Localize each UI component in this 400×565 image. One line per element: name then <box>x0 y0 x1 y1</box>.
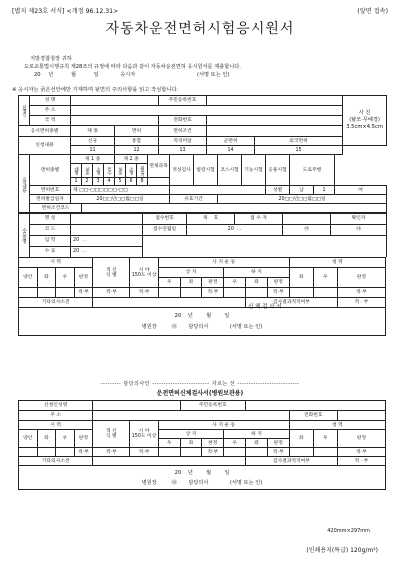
complete-field[interactable]: 20 . . <box>71 246 143 257</box>
photo-box[interactable]: 사 진 (탈모·무배경) 3.5cm×4.5cm <box>343 96 387 146</box>
address-label: 주 소 <box>30 106 71 116</box>
exam-no-label: 접수번호 <box>143 213 187 224</box>
form-number: [별지 제23호 서식] <개정 96.12.31> <box>12 8 119 15</box>
eyes-result[interactable]: 적·부 <box>74 288 93 298</box>
gender-male[interactable]: 남 <box>290 186 314 195</box>
enroll-field[interactable]: 20 . . <box>71 235 143 246</box>
form-header <box>12 6 388 16</box>
class2-small[interactable]: 소형 <box>126 164 137 178</box>
exam-date-field[interactable]: 20 . . <box>187 224 283 235</box>
color-result[interactable]: 적·부 <box>93 288 130 298</box>
field-header: 시 야 150도 이상 <box>130 258 158 288</box>
col-law[interactable]: 법령시험 <box>194 155 218 186</box>
class1-header: 제 1 종 <box>71 155 115 164</box>
applicant-sign[interactable]: (서명 또는 인) <box>196 72 230 78</box>
rrn-label: 주민등록번호 <box>159 96 207 106</box>
applicant-label: 응시자 <box>120 72 136 78</box>
nationality-label: 국 적 <box>30 116 71 126</box>
cut-line: --------- 담당의사인 ------------------------- 자르는 선 --------------------------- <box>100 381 300 387</box>
date-line: 20 년 월 일 응시자 (서명 또는 인) <box>34 72 230 78</box>
license-id-field[interactable]: 제 □□-□□□□□□-□□ <box>71 186 170 195</box>
school-code-field[interactable] <box>71 224 143 235</box>
exam-group-label: 응시내용 <box>19 155 30 213</box>
copy-phone-label: 전화번호 <box>289 411 337 421</box>
license-type-label: 응시면허종별 <box>19 126 71 137</box>
doctor-sign-block: 20 년 월 일 병원장 ㊞ 담당의사 (서명 또는 인) <box>19 308 386 336</box>
exam-date-label: 접수연월일 <box>143 224 187 235</box>
class2-moped[interactable]: 원동기 <box>137 164 148 178</box>
enroll-label: 입 학 <box>30 235 71 246</box>
side-note: (앞면 접속) <box>357 8 388 15</box>
apply-item-military[interactable]: 군면허 <box>207 137 255 146</box>
misc-field[interactable] <box>93 298 246 308</box>
copy-rrn-field[interactable] <box>246 401 386 411</box>
school-name-label: 명 칭 <box>30 213 71 224</box>
statement: 도로교통법시행규칙 제28조의 규정에 따라 다음과 같이 자동차운전면허 응시원서를 제출합니다. <box>24 64 241 70</box>
color-header: 색 신 식 별 <box>93 258 130 288</box>
hospital-copy-title: 운전면허신체검사서(병원보관용) <box>156 390 244 397</box>
intro-block <box>24 55 376 79</box>
school-name-field[interactable] <box>71 213 143 224</box>
gender-label: 성별 <box>266 186 290 195</box>
receiver-label: 접 수 자 <box>235 213 283 224</box>
class2-header: 제 2 종 <box>115 155 148 164</box>
stamp-a[interactable]: ㉮ <box>283 224 331 235</box>
doctor-sign[interactable]: (서명 또는 인) <box>229 323 263 330</box>
col-course[interactable]: 코스시험 <box>218 155 242 186</box>
col-fitness[interactable]: 적성검사 <box>170 155 194 186</box>
apply-content-label: 신청내용 <box>19 137 71 155</box>
class1-normal[interactable]: 보통 <box>82 164 93 178</box>
exempt-label: 면제과목 <box>148 155 170 178</box>
copy-name-label: 신청인성명 <box>19 401 93 411</box>
school-group-label: 수료증명 <box>19 213 30 257</box>
fitness-title: 신 체 검 사 서 <box>248 304 282 310</box>
hospital-copy-table: 신청인성명 주민등록번호 주 소 전화번호 시 력 색 신 식 별 시 야 150도 이상 사 지 운 동 청 력 양안 좌 우 판정 상 지 하 지 좌 우 판정 우 좌 판정 우 좌 판정 적·부 적·부 적·부 적·부 적·부 적·부 기타의사소견 검사결과적격여부 적 · 부 20 년 월 일 병원장 ㊞ 담당의사 (서명 또는 인) <box>18 400 386 490</box>
limbs-header: 사 지 운 동 <box>158 258 289 268</box>
hearing-result[interactable]: 적·부 <box>337 288 385 298</box>
field-result[interactable]: 적·부 <box>130 288 158 298</box>
confirmer-label: 확인자 <box>331 213 387 224</box>
complete-label: 수 료 <box>30 246 71 257</box>
document-title: 자동차운전면허시험응시원서 <box>105 21 295 37</box>
paper-size: 420mm×297mm <box>327 528 370 534</box>
lower-result[interactable]: 적·부 <box>267 288 289 298</box>
col-skill[interactable]: 기능시험 <box>242 155 266 186</box>
nationality-field[interactable] <box>71 116 159 126</box>
rrn-field[interactable] <box>207 96 343 106</box>
exam-content-table: 응시내용 면허종별 제 1 종 제 2 종 면제과목 적성검사 법령시험 코스시험 기능시험 응용시험 도로주행 대형 보통 소형 특수 보통 소형 원동기 1 2 3 4 5 6 8 면허번호 제 □□-□□□□□□-□□ 성별 남 1 여 면허발급일자 20□□년□□월□□일 유효기간 20□□년□□월□□일 면허조건코드 <box>18 154 387 213</box>
hospital-seal[interactable]: ㊞ <box>171 323 177 330</box>
class1-small[interactable]: 소형 <box>93 164 104 178</box>
fitness-table: 시 력 색 신 식 별 시 야 150도 이상 사 지 운 동 청 력 양안 좌 우 판정 상 지 하 지 좌 우 판정 우 좌 판정 우 좌 판정 적·부 적·부 적·부 적·부 적·부 적·부 기타의사소견 검사결과적격여부 적 · 부 20 년 월 일 병원장 ㊞ 담당의사 (서명 또는 인) <box>18 257 386 336</box>
exam-no-field[interactable]: 제 호 <box>187 213 235 224</box>
copy-hospital-seal[interactable]: ㊞ <box>171 479 177 486</box>
hospital-copy-form <box>18 400 386 490</box>
name-label: 성 명 <box>30 96 71 106</box>
applicant-group-label: 신청인 <box>19 96 30 126</box>
hearing-header: 청 력 <box>289 258 385 268</box>
stamp-b[interactable]: ㉯ <box>331 224 387 235</box>
issue-date-field[interactable]: 20□□년□□월□□일 <box>71 195 170 204</box>
school-code-label: 코 드 <box>30 224 71 235</box>
copy-address-field[interactable] <box>93 411 289 421</box>
copy-sign-block: 20 년 월 일 병원장 ㊞ 담당의사 (서명 또는 인) <box>19 466 386 490</box>
permit-code-label: 면허조건코드 <box>30 204 82 213</box>
addressee: 지방경찰청장 귀하 <box>30 56 72 62</box>
license-id-label: 면허번호 <box>30 186 71 195</box>
validity-label: 유효기간 <box>170 195 218 204</box>
name-field[interactable] <box>71 96 159 106</box>
issue-date-label: 면허발급일자 <box>30 195 71 204</box>
class1-large[interactable]: 대형 <box>71 164 82 178</box>
hospital-label: 병원장 <box>141 323 157 330</box>
receiver-field[interactable] <box>283 213 331 224</box>
address-field[interactable] <box>71 106 343 116</box>
class2-normal[interactable]: 보통 <box>115 164 126 178</box>
applicant-table: 신청인 성 명 주민등록번호 사 진 (탈모·무배경) 3.5cm×4.5cm 주 소 국 적 전화번호 응시면허종별 제 종 면허 면허조건 신청내용 신규 통합 적격미달 군면허 외국면허 11 12 13 14 15 <box>18 95 387 155</box>
copy-doctor-sign[interactable]: (서명 또는 인) <box>229 479 263 486</box>
school-exam-table <box>18 213 387 258</box>
class-field[interactable]: 제 종 <box>71 126 115 137</box>
apply-item-merge[interactable]: 통합 <box>115 137 159 146</box>
application-form <box>18 95 386 336</box>
doctor-label: 담당의사 <box>188 323 209 330</box>
apply-item-new[interactable]: 신규 <box>71 137 115 146</box>
license-class-label: 면허종별 <box>30 155 71 186</box>
phone-field[interactable] <box>207 116 343 126</box>
apply-item-unfit[interactable]: 적격미달 <box>159 137 207 146</box>
copy-rrn-label: 주민등록번호 <box>180 401 246 411</box>
instruction-note: ※ 응시자는 굵은선안에만 기재하며 뒷면의 주의사항을 읽고 작성합니다. <box>12 87 179 93</box>
eyes-header: 시 력 <box>19 258 93 268</box>
gender-female[interactable]: 여 <box>335 186 387 195</box>
total-decision-field[interactable]: 적 · 부 <box>337 298 385 308</box>
license-cond-field[interactable] <box>207 126 343 137</box>
upper-result[interactable]: 적·부 <box>202 288 224 298</box>
paper-spec: (인쇄용지(특급) 120g/m²) <box>306 547 378 554</box>
class1-special[interactable]: 특수 <box>104 164 115 178</box>
copy-address-label: 주 소 <box>19 411 93 421</box>
col-applied[interactable]: 응용시험 <box>266 155 290 186</box>
license-cond-label: 면허조건 <box>159 126 207 137</box>
copy-name-field[interactable] <box>93 401 180 411</box>
phone-label: 전화번호 <box>159 116 207 126</box>
permit-code-field[interactable] <box>82 204 387 213</box>
license-field[interactable]: 면허 <box>115 126 159 137</box>
validity-field[interactable]: 20□□년□□월□□일 <box>218 195 387 204</box>
apply-item-foreign[interactable]: 외국면허 <box>255 137 343 146</box>
col-road[interactable]: 도로주행 <box>290 155 335 186</box>
misc-label: 기타의사소견 <box>19 298 93 308</box>
total-decision-label: 검사결과적격여부 <box>246 298 338 308</box>
copy-phone-field[interactable] <box>337 411 385 421</box>
